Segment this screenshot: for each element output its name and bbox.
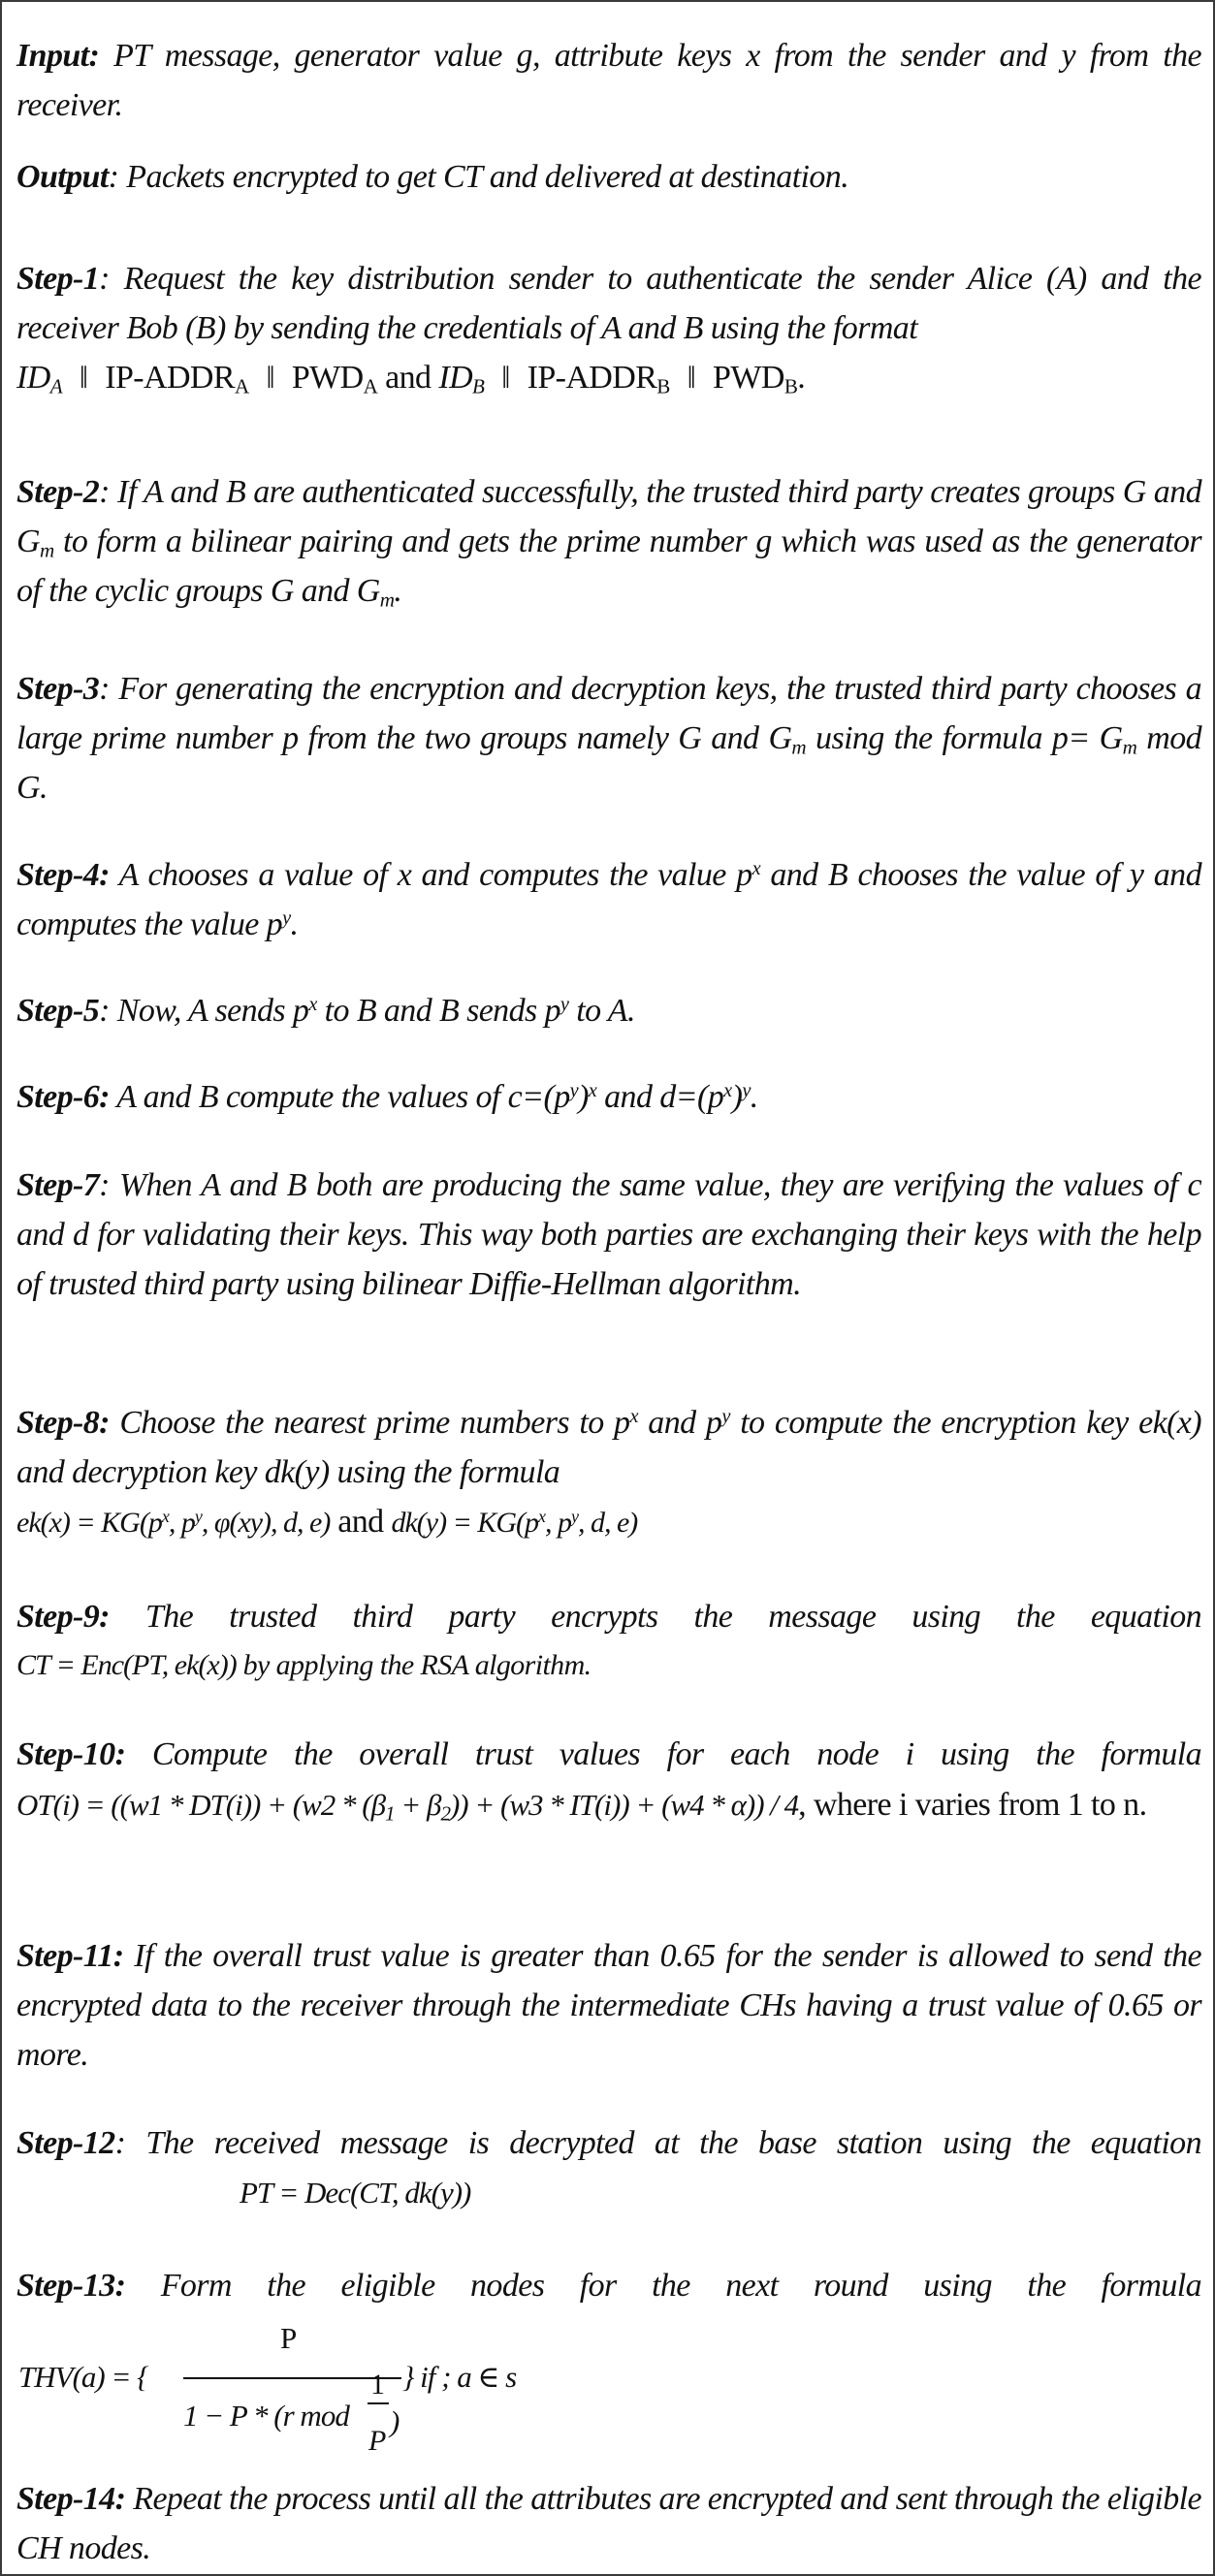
step-8-label: Step-8: [16,1405,110,1441]
superscript: y [282,906,291,929]
step-14-label: Step-14: [16,2481,126,2517]
superscript: x [308,993,317,1015]
step-7 [16,1161,1201,1309]
concat-separator: ‖ [266,360,274,395]
subscript: 2 [440,1801,450,1826]
step-2-text: : If A and B are authenticated successfully, the trusted third party creates groups G and G [16,474,1201,559]
step-9-text: by applying the RSA algorithm. [236,1649,592,1681]
ek-formula: , p [168,1507,195,1539]
step-1-text: : Request the key distribution sender to authenticate the sender Alice (A) and the receiver Bob (B) by sending the credentials of A and B using the format [16,261,1201,346]
dk-formula: , d, e) [577,1507,638,1539]
superscript: y [569,1079,579,1101]
step-1 [16,254,1201,353]
step-14 [16,2474,1201,2573]
step-5 [16,986,1201,1035]
closing-paren: ) [390,2404,400,2438]
thv-numerator: P [280,2321,297,2355]
step-8 [16,1398,1201,1497]
step-11-label: Step-11: [16,1938,124,1974]
subscript: m [791,735,807,759]
pwd-b-sub: B [783,374,798,398]
concat-separator: ‖ [501,360,510,395]
step-3 [16,664,1201,812]
superscript: y [721,1405,730,1427]
step-6-text: ) [578,1079,589,1115]
step-10-text: , where i varies from 1 to n. [798,1787,1147,1823]
output-label: Output [16,159,109,195]
thv-rhs: } if ; a ∈ s [402,2360,517,2394]
subscript: 1 [385,1801,395,1826]
ek-formula: , φ(xy), d, e) [201,1507,331,1539]
step-6-text: . [750,1079,758,1115]
and-word: and [330,1504,392,1540]
pwd-b: PWD [713,360,784,396]
id-a: ID [16,360,50,396]
superscript: x [629,1405,638,1427]
step-8-text: and p [637,1405,722,1441]
pwd-a: PWD [291,360,364,396]
superscript: x [161,1507,169,1527]
encryption-formula: CT = Enc(PT, ek(x)) [16,1649,237,1681]
step-12 [16,2118,1201,2168]
ek-formula: ek(x) = KG(p [16,1507,162,1539]
trust-formula: + β [394,1788,441,1822]
step-8-formula [16,1497,1201,1547]
step-6-text: and d=(p [596,1079,724,1115]
superscript: x [723,1079,732,1101]
step-5-label: Step-5 [16,993,100,1029]
trust-formula: )) + (w3 * IT(i)) + (w4 * α)) / 4 [449,1788,799,1822]
step-9-label: Step-9: [16,1599,110,1635]
step-6-label: Step-6: [16,1079,110,1115]
step-10-label: Step-10: [16,1736,126,1772]
step-4-text: A chooses a value of x and computes the value p [109,857,752,893]
step-1-format [16,353,1201,402]
step-13-label: Step-13: [16,2268,126,2304]
superscript: x [588,1079,597,1101]
step-10-formula [16,1780,1201,1829]
decryption-formula: PT = Dec(CT, dk(y)) [240,2176,471,2210]
step-3-text: using the formula p= G [806,720,1123,756]
superscript: y [194,1507,202,1527]
ipaddr-a-sub: A [234,374,249,398]
step-12-formula [16,2168,1201,2217]
subscript: m [1122,735,1137,759]
period: . [797,360,806,396]
pwd-a-sub: A [363,374,378,398]
step-5-text: to B and B sends p [316,993,560,1029]
step-2-text: . [394,573,402,609]
ipaddr-b: IP-ADDR [527,360,657,396]
superscript: x [751,857,761,879]
superscript: y [742,1079,751,1101]
superscript: y [560,993,569,1015]
dk-formula: dk(y) = KG(p [391,1507,538,1539]
step-5-text: to A. [568,993,635,1029]
step-9-text: The trusted third party encrypts the message using the equation [109,1599,1201,1635]
step-3-text: : For generating the encryption and decryption keys, the trusted third party chooses a large prime number p from the two groups namely G and G [16,671,1201,756]
step-2 [16,467,1201,616]
subscript: m [379,588,395,612]
step-8-text: Choose the nearest prime numbers to p [109,1405,630,1441]
step-10-text: Compute the overall trust values for each node i using the formula [125,1736,1201,1772]
fraction-bar [183,2377,401,2379]
id-b-sub: B [472,374,485,398]
ipaddr-b-sub: B [656,374,670,398]
step-8-text: to compute the encryption key ek(x) and decryption key dk(y) using the formula [16,1405,1202,1490]
step-4 [16,850,1201,949]
step-6 [16,1072,1201,1122]
step-4-text: and B chooses the value of y and computes the value p [16,857,1201,942]
ipaddr-a: IP-ADDR [105,360,235,396]
inner-denominator: P [368,2425,386,2457]
thv-lhs: THV(a) = { [18,2360,148,2394]
step-11-text: If the overall trust value is greater than 0.65 for the sender is allowed to send the encrypted data to the receiver through the intermediate CHs having a trust value of 0.65 or more. [16,1938,1201,2073]
id-a-sub: A [49,374,62,398]
step-3-text: mod G. [16,720,1202,806]
thv-formula [16,2300,695,2455]
step-10 [16,1730,1201,1779]
step-7-text: : When A and B both are producing the same value, they are verifying the values of c and d for validating their keys. This way both parties are exchanging their keys with the help of trusted third party using bilinear Diffie-Hellman algorithm. [16,1167,1201,1302]
output-text: : Packets encrypted to get CT and delivered at destination. [108,159,849,195]
concat-separator: ‖ [687,360,696,395]
output-paragraph [16,152,1201,202]
step-7-label: Step-7 [16,1167,100,1203]
step-12-label: Step-12 [16,2125,115,2161]
superscript: x [537,1507,545,1527]
input-text: PT message, generator value g, attribute keys x from the sender and y from the receiver. [16,38,1201,123]
step-2-text: to form a bilinear pairing and gets the prime number g which was used as the generator of the cyclic groups G and G [16,524,1201,609]
step-3-label: Step-3 [16,671,100,707]
trust-formula: OT(i) = ((w1 * DT(i)) + (w2 * (β [16,1788,386,1822]
superscript: y [570,1507,578,1527]
step-13-formula [16,2300,1201,2455]
thv-denominator: 1 − P * (r mod [183,2399,349,2433]
step-4-label: Step-4: [16,857,110,893]
step-6-text: ) [731,1079,743,1115]
input-label: Input: [16,38,100,74]
step-9 [16,1592,1201,1641]
step-2-label: Step-2 [16,474,100,510]
input-paragraph [16,31,1201,130]
dk-formula: , p [544,1507,571,1539]
step-14-text: Repeat the process until all the attributes are encrypted and sent through the eligible CH nodes. [16,2481,1201,2566]
inner-fraction-bar [368,2402,389,2404]
step-12-text: : The received message is decrypted at the base station using the equation [114,2125,1201,2161]
and-word: and [377,360,439,396]
step-4-text: . [290,906,299,942]
step-11 [16,1931,1201,2080]
subscript: m [39,538,54,562]
step-1-label: Step-1 [16,261,100,297]
step-5-text: : Now, A sends p [99,993,309,1029]
step-13-text: Form the eligible nodes for the next round using the formula [125,2268,1201,2304]
step-9-formula [16,1640,1201,1690]
inner-numerator: 1 [370,2369,385,2401]
step-6-text: A and B compute the values of c=(p [109,1079,570,1115]
id-b: ID [438,360,473,396]
concat-separator: ‖ [79,360,88,395]
